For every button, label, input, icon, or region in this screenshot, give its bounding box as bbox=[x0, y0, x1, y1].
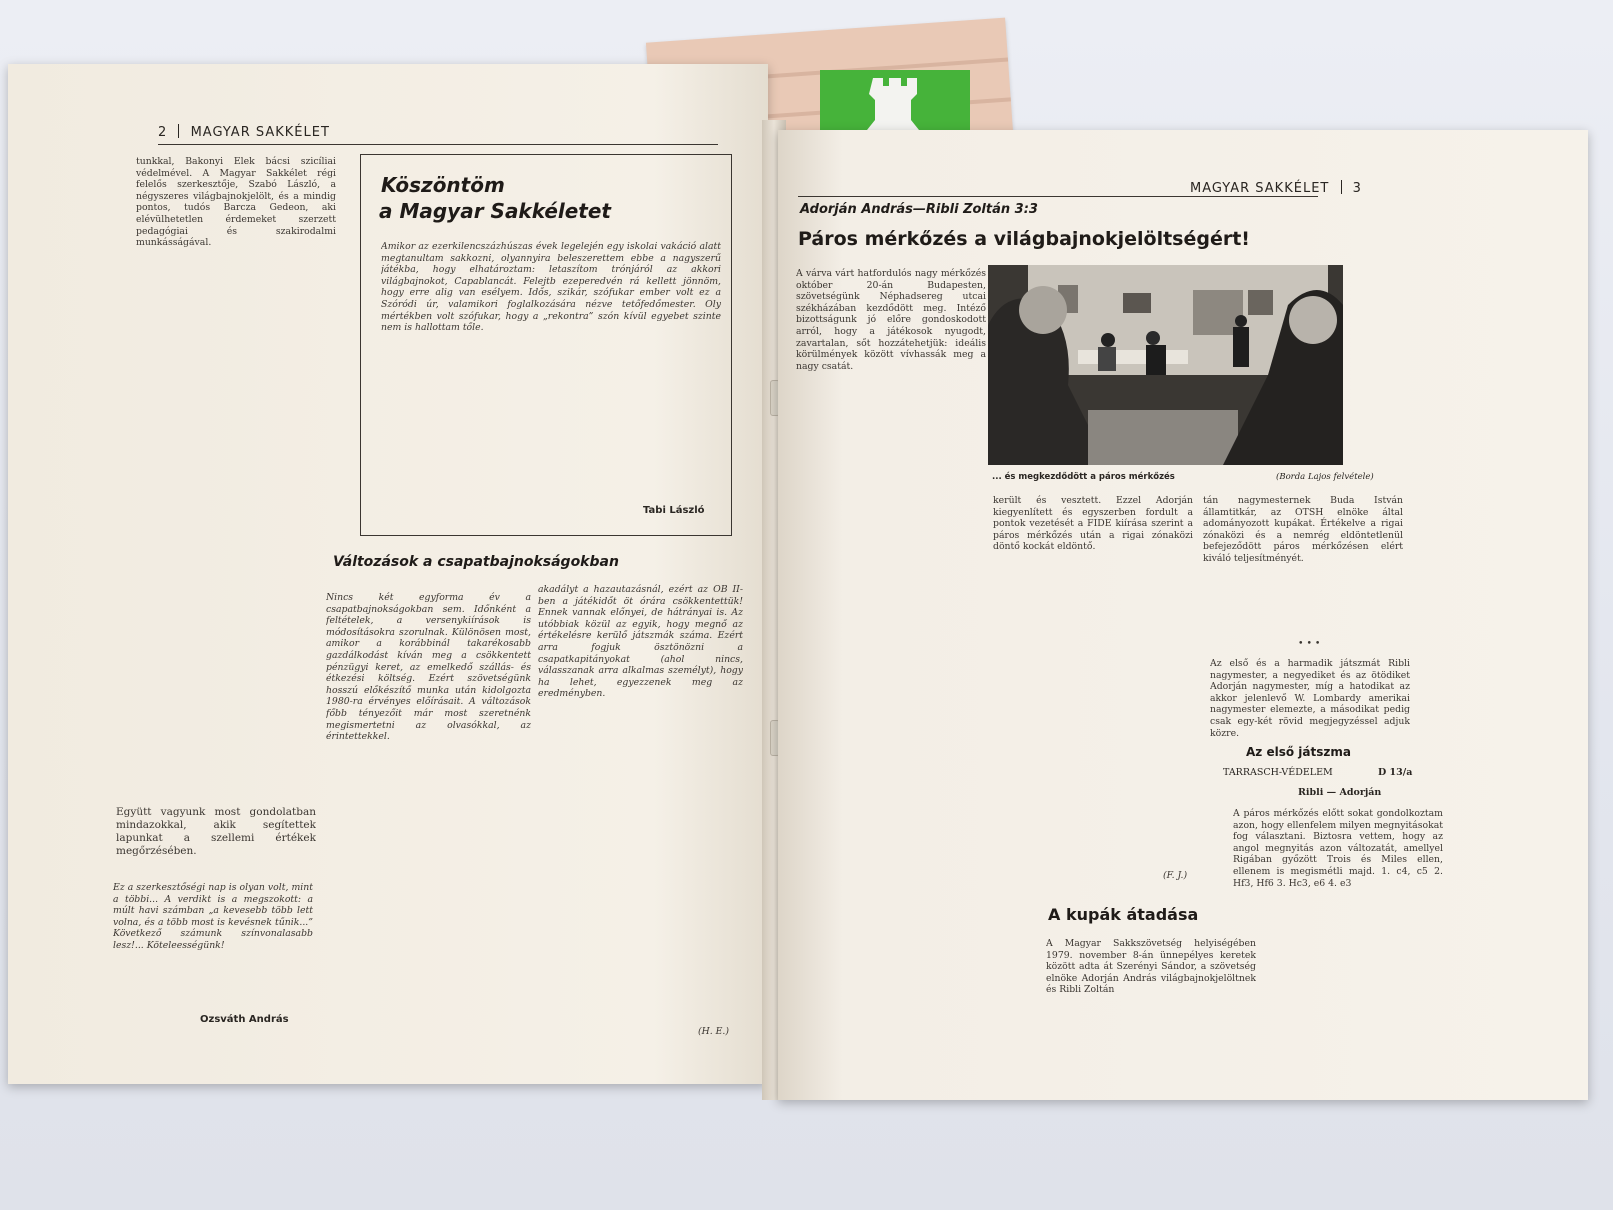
game-annotation: A páros mérkőzés előtt sokat gondolkoztam azon, hogy ellenfelem milyen megnyitásokat fog választani. Biztosra vettem, hogy az angol megnyitás azon változatát, amellyel Rigában győzött Trois és Miles ellen, ellenem is megismétli majd. 1. c4, c5 2. Hf3, Hf6 3. Hc3, e6 4. e3 bbox=[1233, 808, 1443, 889]
greeting-box bbox=[360, 154, 732, 536]
match-score: Adorján András—Ribli Zoltán 3:3 bbox=[800, 202, 1038, 217]
left-page bbox=[8, 64, 768, 1084]
main-column-1: A várva várt hatfordulós nagy mérkőzés október 20-án Budapesten, szövetségünk Néphadsereg utcai székházában kezdődött meg. Intéző bizottságunk jó előre gondoskodott arról, hogy a játékosok nyugodt, zavartalan, sőt hozzátehetjük: ideális körülmények között vívhassák meg a nagy csatát. bbox=[796, 268, 986, 372]
header-rule bbox=[798, 196, 1318, 197]
right-page bbox=[778, 130, 1588, 1100]
column-left-closing: Ez a szerkesztőségi nap is olyan volt, mint a többi... A verdikt is a megszokott: a múlt havi számban „a kevesebb több lett volna, és a több most is kevésnek tűnik...” Következő számunk színvonalasabb lesz!... Köteleességünk! bbox=[113, 882, 313, 951]
header-divider bbox=[1341, 180, 1342, 194]
article-column-1: Nincs két egyforma év a csapatbajnokságokban sem. Időnként a feltételek, a versenykiírások is módosításokra szorulnak. Különösen most, amikor a korábbinál takarékosabb gazdálkodást kíván meg a csökkentett pénzügyi keret, az emelkedő szállás- és étkezési költség. Ezért szövetségünk hosszú előkészítő munka után kidolgozta 1980-ra érvényes előírásait. A változások főbb tényezőit már most szeretnénk megismertetni az olvasókkal, az érintettekkel. bbox=[326, 592, 531, 743]
page-header bbox=[158, 124, 330, 140]
main-column-2: került és vesztett. Ezzel Adorján kiegyenlített és egyszerben fordult a pontok vezetését a FIDE kiírása szerint a páros mérkőzés után a rigai zónaközi döntő kockát eldöntő. bbox=[993, 495, 1193, 553]
box-signature: Tabi László bbox=[643, 505, 705, 516]
game-players: Ribli — Adorján bbox=[1298, 787, 1382, 798]
fj-signature: (F. J.) bbox=[1163, 870, 1188, 881]
match-photo bbox=[988, 265, 1343, 465]
first-game-title: Az első játszma bbox=[1246, 745, 1351, 759]
article-column-2: akadályt a hazautazásnál, ezért az OB II-ben a játékidőt öt órára csökkentettük! Ennek vannak előnyei, de hátrányai is. Az utóbbiak közül az egyik, hogy megnő az értékelésre kerülő játszmák száma. Ezért arra fogjuk ösztönözni a csapatkapitányokat (ahol nincs, válasszanak arra alkalmas személyt), hogy ha lehet, egyezzenek meg az eredményben. bbox=[538, 584, 743, 700]
column-left-signature: Ozsváth András bbox=[200, 1014, 289, 1025]
opening-name: TARRASCH-VÉDELEM bbox=[1223, 767, 1333, 778]
header-rule bbox=[158, 144, 718, 145]
photo-caption: ... és megkezdődött a páros mérkőzés bbox=[992, 472, 1175, 482]
photo-credit: (Borda Lajos felvétele) bbox=[1276, 472, 1374, 482]
cups-title: A kupák átadása bbox=[1048, 905, 1199, 924]
page-number: 3 bbox=[1352, 181, 1362, 196]
box-text: Amikor az ezerkilencszázhúszas évek legelején egy iskolai vakáció alatt megtanultam sakkozni, olyannyira beleszerettem ebbe a nagyszerű játékba, hogy elhatároztam: letaszítom trónjáról az akkori világbajnokot, Capablancát. Felejtb ezeperedvén rá kellett jönnöm, hogy erre alig van esélyem. Idős, szikár, szófukar ember volt ez a Szóródi úr, valamikori foglalkozására nézve tetőfedőmester. Oly mértékben volt szófukar, hogy a „rekontra” szón kívül egyebet szinte nem is hallottam tőle. bbox=[381, 241, 721, 334]
box-title-line2: a Magyar Sakkéletet bbox=[379, 199, 611, 223]
photo-scene bbox=[988, 265, 1343, 465]
column-left-text: tunkkal, Bakonyi Elek bácsi szicíliai védelmével. A Magyar Sakkélet régi felelős szerkesztője, Szabó László, a négyszeres világbajnokjelölt, és a mindig pontos, tudós Barcza Gedeon, aki elévülhetetlen érdemeket szerzett pedagógiai és szakirodalmi munkásságával. bbox=[136, 156, 336, 249]
main-column-3: tán nagymesternek Buda István államtitkár, az OTSH elnöke által adományozott kupákat. Értékelve a rigai zónaközi és a nemrég eldöntetlenül befejeződött páros mérkőzésen elért kiváló teljesítményét. bbox=[1203, 495, 1403, 564]
section-separator: • • • bbox=[1298, 638, 1321, 649]
article-signature: (H. E.) bbox=[698, 1026, 730, 1037]
dropcap-paragraph: Együtt vagyunk most gondolatban mindazokkal, akik segítettek lapunkat a szellemi értékek megőrzésében. bbox=[116, 806, 316, 857]
header-divider bbox=[178, 124, 179, 138]
page-header bbox=[1190, 180, 1362, 196]
page-number: 2 bbox=[158, 125, 168, 140]
magazine-name: MAGYAR SAKKÉLET bbox=[1190, 181, 1330, 196]
cups-text: A Magyar Sakkszövetség helyiségében 1979. november 8-án ünnepélyes keretek között adta át Szerényi Sándor, a szövetség elnöke Adorján András világbajnokjelöltnek és Ribli Zoltán bbox=[1046, 938, 1256, 996]
box-title-line1: Köszöntöm bbox=[381, 173, 505, 197]
analysis-note: Az első és a harmadik játszmát Ribli nagymester, a negyediket és az ötödiket Adorján nagymester, míg a hatodikat az akkor jelenlevő W. Lombardy amerikai nagymester elemezte, a másodikat pedig csak egy-két rövid megjegyzéssel adjuk közre. bbox=[1210, 658, 1410, 739]
eco-code: D 13/a bbox=[1378, 767, 1413, 778]
article-headline: Páros mérkőzés a világbajnokjelöltségért! bbox=[798, 228, 1250, 250]
article-title: Változások a csapatbajnokságokban bbox=[333, 554, 619, 570]
magazine-name: MAGYAR SAKKÉLET bbox=[190, 125, 330, 140]
